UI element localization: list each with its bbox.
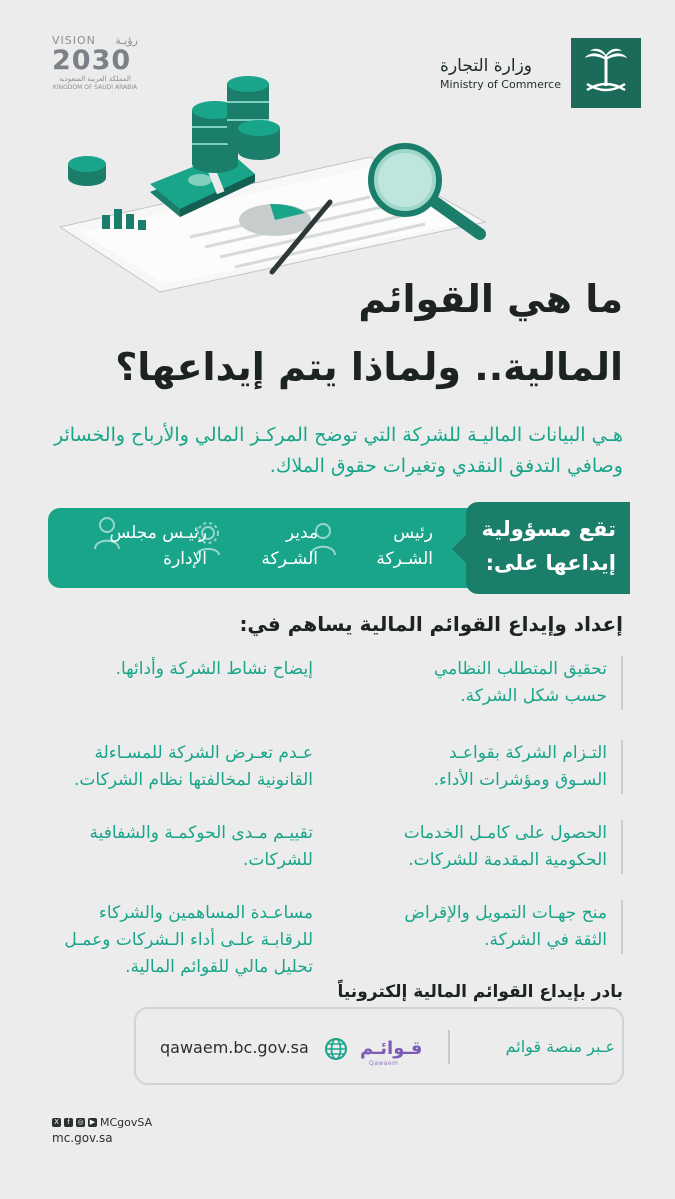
- youtube-icon[interactable]: ▶: [89, 1118, 96, 1126]
- instagram-icon[interactable]: ◎: [77, 1118, 84, 1126]
- person-icon: [93, 516, 121, 550]
- role-label: مدير الشـركة: [261, 523, 318, 569]
- benefit-item: مساعـدة المساهمين والشركاء للرقابـة علـى أداء الـشركات وعمـل تحليل مالي للقوائم المالية.: [64, 903, 313, 977]
- page-title-line1: ما هي القوائم: [358, 277, 623, 321]
- intro-paragraph: هـي البيانات الماليـة للشركة التي توضح المركـز المالي والأرباح والخسائر وصافي التدفق النقدي وتغيرات حقوق الملاك.: [54, 424, 623, 477]
- ministry-name-ar: وزارة التجارة: [440, 55, 533, 76]
- benefit-item: عـدم تعـرض الشركة للمسـاءلة القانونية لمخالفتها نظام الشركات.: [74, 743, 313, 790]
- social-handle-row: [52, 1116, 152, 1129]
- divider: [448, 1030, 450, 1064]
- role-label: رئيس الشـركة: [376, 523, 433, 569]
- responsibility-heading: تقع مسؤولية إيداعها على:: [466, 502, 630, 594]
- vision-kingdom-ar: المملكة العربية السعودية: [59, 75, 131, 83]
- benefit-item: تحقيق المتطلب النظامي حسب شكل الشركة.: [395, 656, 623, 710]
- contributes-heading: إعداد وإيداع القوائم المالية يساهم في:: [239, 612, 623, 636]
- cta-heading: بادر بإيداع القوائم المالية إلكترونياً: [337, 982, 623, 1002]
- website-link[interactable]: mc.gov.sa: [52, 1131, 113, 1145]
- role-company-manager: [228, 520, 318, 572]
- vision-label: VISION: [52, 34, 96, 47]
- benefit-item: الحصول على كامـل الخدمات الحكومية المقدمة للشركات.: [395, 820, 623, 874]
- financial-statements-illustration: [40, 72, 500, 302]
- platform-url-link[interactable]: qawaem.bc.gov.sa: [160, 1038, 309, 1057]
- x-icon[interactable]: X: [52, 1118, 61, 1127]
- social-handle[interactable]: MCgovSA: [100, 1116, 153, 1129]
- vision-year: 2030: [52, 45, 132, 76]
- vision-kingdom-en: KINGDOM OF SAUDI ARABIA: [52, 84, 138, 91]
- band-pointer: [452, 535, 466, 563]
- qawaem-logo[interactable]: قـوائـم: [360, 1038, 423, 1059]
- palm-swords-emblem-icon: [571, 38, 641, 108]
- page-title-line2: المالية.. ولماذا يتم إيداعها؟: [115, 345, 623, 389]
- benefit-item: تقييـم مـدى الحوكمـة والشفافية للشركات.: [89, 823, 313, 870]
- vision-label-ar: رؤيـة: [115, 34, 138, 47]
- platform-label: عـبر منصة قوائم: [505, 1037, 615, 1056]
- role-company-president: [343, 520, 433, 572]
- ministry-name-en: Ministry of Commerce: [440, 77, 561, 91]
- role-label: رئيـس مجلس الإدارة: [109, 523, 207, 569]
- facebook-icon[interactable]: f: [64, 1118, 73, 1127]
- qawaem-logo-sub: Qawaem: [369, 1060, 399, 1067]
- benefit-item: إيضاح نشاط الشركة وأدائها.: [115, 659, 313, 679]
- role-board-chairman: [97, 520, 207, 572]
- globe-icon: [324, 1037, 348, 1061]
- benefit-item: التـزام الشركة بقواعـد السـوق ومؤشرات الأداء.: [395, 740, 623, 794]
- benefit-item: منح جهـات التمويل والإقراض الثقة في الشركة.: [395, 900, 623, 954]
